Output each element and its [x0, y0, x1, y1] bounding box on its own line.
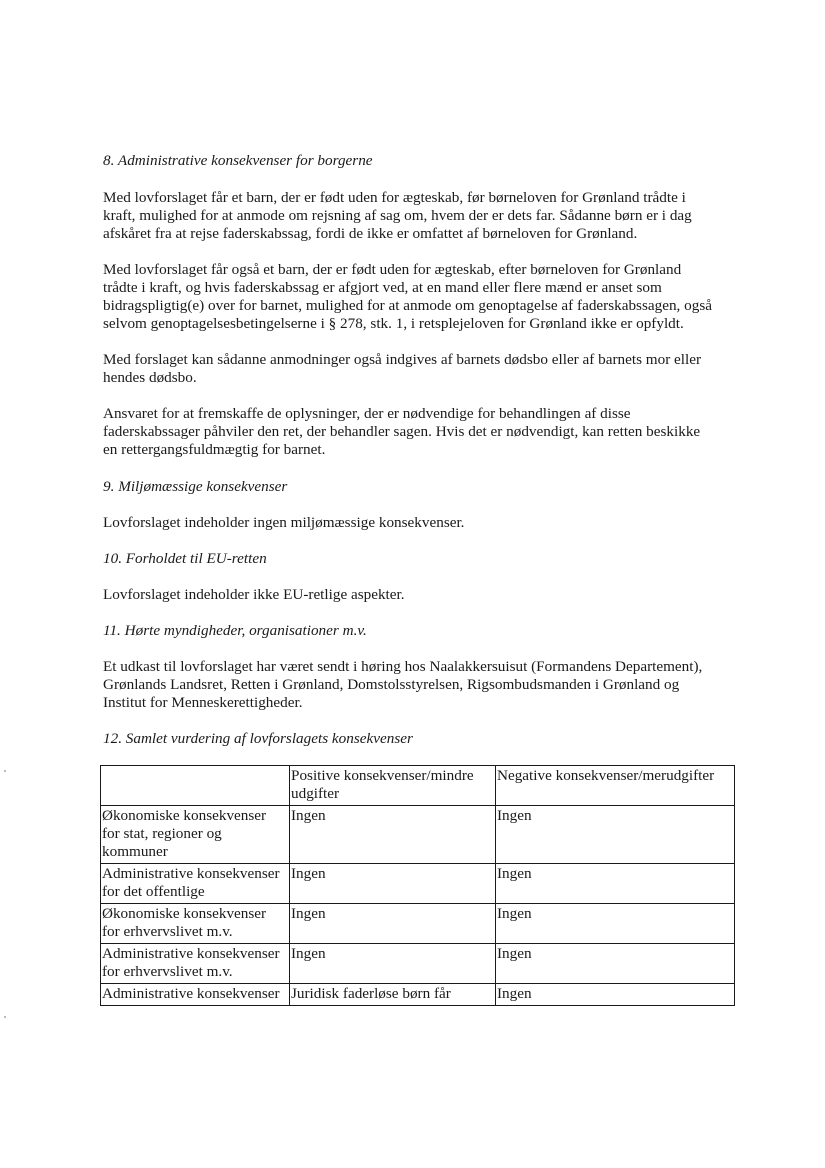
scan-speck	[4, 770, 6, 772]
text-line: Med lovforslaget får også et barn, der er født uden for ægteskab, efter børneloven for Grønland	[103, 261, 682, 278]
negative-cell	[496, 806, 735, 864]
scan-speck	[4, 1016, 6, 1018]
cell-line: Økonomiske konsekvenser	[102, 807, 267, 824]
section-10-heading: 10. Forholdet til EU-retten	[103, 550, 267, 567]
row-label-cell	[101, 984, 290, 1006]
section-8-heading: 8. Administrative konsekvenser for borgerne	[103, 152, 373, 169]
cell-line: Administrative konsekvenser	[102, 945, 280, 962]
section-11-paragraph	[103, 658, 743, 712]
text-line: selvom genoptagelsesbetingelserne i § 278, stk. 1, i retsplejeloven for Grønland ikke er opfyldt.	[103, 315, 684, 332]
cell-line: Juridisk faderløse børn får	[291, 985, 451, 1002]
cell-line: Ingen	[291, 905, 326, 922]
positive-cell	[290, 904, 496, 944]
section-9-heading: 9. Miljømæssige konsekvenser	[103, 478, 288, 495]
negative-cell	[496, 944, 735, 984]
positive-cell	[290, 944, 496, 984]
cell-line: Ingen	[291, 945, 326, 962]
positive-cell	[290, 984, 496, 1006]
row-label-cell	[101, 806, 290, 864]
text-line: kraft, mulighed for at anmode om rejsning af sag om, hvem der er dets far. Sådanne børn er i dag	[103, 207, 692, 224]
text-line: Med forslaget kan sådanne anmodninger også indgives af barnets dødsbo eller af barnets mor eller	[103, 351, 702, 368]
text-line: bidragspligtig(e) over for barnet, mulighed for at anmode om genoptagelse af faderskabssagen, også	[103, 297, 712, 314]
consequences-table	[100, 765, 735, 1006]
cell-line: Ingen	[497, 865, 532, 882]
section-11-heading: 11. Hørte myndigheder, organisationer m.v.	[103, 622, 367, 639]
table-row	[101, 944, 735, 984]
text-line: Lovforslaget indeholder ikke EU-retlige aspekter.	[103, 586, 405, 603]
row-label-cell	[101, 944, 290, 984]
section-8-paragraph-4	[103, 405, 743, 459]
table-row	[101, 806, 735, 864]
section-12-heading: 12. Samlet vurdering af lovforslagets konsekvenser	[103, 730, 413, 747]
cell-line: Ingen	[291, 807, 326, 824]
table-row	[101, 864, 735, 904]
cell-line: Administrative konsekvenser	[102, 985, 280, 1002]
section-8-paragraph-3	[103, 351, 743, 387]
cell-line: Negative konsekvenser/merudgifter	[497, 767, 715, 784]
text-line: Ansvaret for at fremskaffe de oplysninger, der er nødvendige for behandlingen af disse	[103, 405, 631, 422]
text-line: en rettergangsfuldmægtig for barnet.	[103, 441, 326, 458]
cell-line: for erhvervslivet m.v.	[102, 963, 233, 980]
header-cell-empty	[101, 766, 290, 806]
row-label-cell	[101, 904, 290, 944]
text-line: hendes dødsbo.	[103, 369, 197, 386]
cell-line: Økonomiske konsekvenser	[102, 905, 267, 922]
cell-line: Administrative konsekvenser	[102, 865, 280, 882]
positive-cell	[290, 864, 496, 904]
cell-line: Positive konsekvenser/mindre	[291, 767, 474, 784]
cell-line: kommuner	[102, 843, 168, 860]
text-line: trådte i kraft, og hvis faderskabssag er afgjort ved, at en mand eller flere mænd er anset som	[103, 279, 662, 296]
text-line: Et udkast til lovforslaget har været sendt i høring hos Naalakkersuisut (Formandens Departement),	[103, 658, 703, 675]
section-9-paragraph	[103, 514, 743, 532]
cell-line: Ingen	[291, 865, 326, 882]
cell-line: for erhvervslivet m.v.	[102, 923, 233, 940]
section-8-paragraph-2	[103, 261, 743, 333]
negative-cell	[496, 984, 735, 1006]
text-line: afskåret fra at rejse faderskabssag, fordi de ikke er omfattet af børneloven for Grønland.	[103, 225, 638, 242]
negative-cell	[496, 864, 735, 904]
negative-cell	[496, 904, 735, 944]
table-row	[101, 904, 735, 944]
cell-line: Ingen	[497, 905, 532, 922]
cell-line: for det offentlige	[102, 883, 205, 900]
row-label-cell	[101, 864, 290, 904]
cell-line: Ingen	[497, 807, 532, 824]
header-cell-positive	[290, 766, 496, 806]
section-10-paragraph	[103, 586, 743, 604]
cell-line: udgifter	[291, 785, 340, 802]
cell-line: for stat, regioner og	[102, 825, 222, 842]
text-line: Grønlands Landsret, Retten i Grønland, Domstolsstyrelsen, Rigsombudsmanden i Grønland og	[103, 676, 680, 693]
cell-line: Ingen	[497, 945, 532, 962]
text-line: Lovforslaget indeholder ingen miljømæssige konsekvenser.	[103, 514, 465, 531]
text-line: Institut for Menneskerettigheder.	[103, 694, 303, 711]
text-line: faderskabssager påhviler den ret, der behandler sagen. Hvis det er nødvendigt, kan retten beskikke	[103, 423, 701, 440]
table-header-row	[101, 766, 735, 806]
positive-cell	[290, 806, 496, 864]
section-8-paragraph-1	[103, 189, 743, 243]
table-row	[101, 984, 735, 1006]
text-line: Med lovforslaget får et barn, der er født uden for ægteskab, før børneloven for Grønland trådte i	[103, 189, 686, 206]
header-cell-negative	[496, 766, 735, 806]
cell-line: Ingen	[497, 985, 532, 1002]
